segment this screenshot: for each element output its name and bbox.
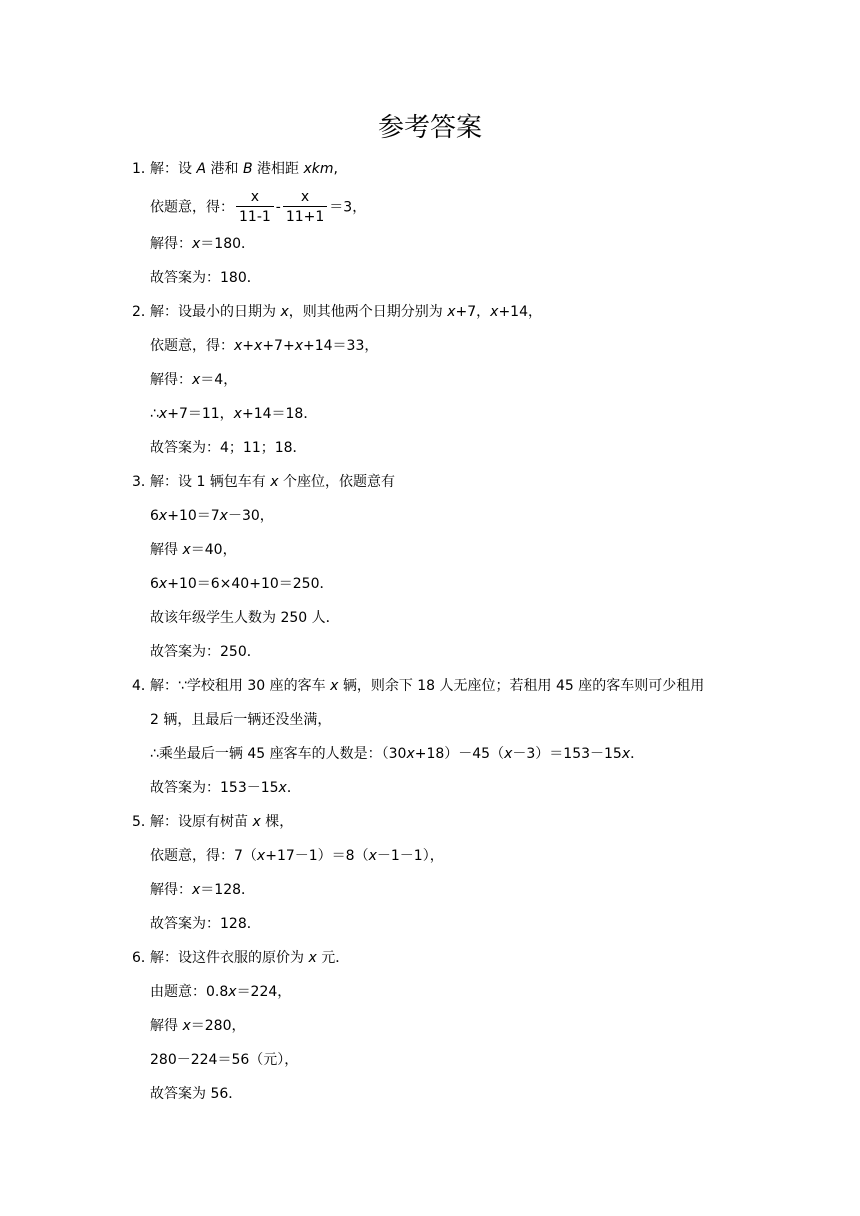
q1-fraction-2: $\frac{x}{11+1}$: [283, 188, 327, 227]
q4-line2: 2 辆，且最后一辆还没坐满，: [150, 712, 332, 728]
q2-line4: ∴x+7＝11，x+14＝18．: [150, 406, 318, 422]
q4-answer: 故答案为：153－15x．: [150, 780, 301, 796]
q6-line2: 由题意：0.8x＝224，: [150, 984, 292, 1000]
q6-line1: 解：设这件衣服的原价为 x 元．: [150, 950, 350, 966]
q1-line3: 解得：x＝180．: [150, 236, 256, 252]
q6-line3: 解得 x＝280，: [150, 1018, 246, 1034]
q5-line3: 解得：x＝128．: [150, 882, 256, 898]
q4-number: 4．: [132, 678, 155, 694]
q1-number: 1．: [132, 161, 155, 177]
q2-answer: 故答案为：4；11；18．: [150, 440, 307, 456]
q2-line3: 解得：x＝4，: [150, 372, 238, 388]
q2-number: 2．: [132, 304, 155, 320]
q1-equation: 依题意，得： $\frac{x}{11-1}$ - $\frac{x}{11+1}$ ＝3，: [150, 189, 367, 225]
page-title: 参考答案: [377, 113, 482, 143]
q3-line1: 解：设 1 辆包车有 x 个座位，依题意有: [150, 474, 396, 490]
q3-line5: 故该年级学生人数为 250 人．: [150, 610, 340, 626]
q5-line1: 解：设原有树苗 x 棵，: [150, 814, 294, 830]
q6-line4: 280－224＝56（元），: [150, 1052, 299, 1068]
q6-number: 6．: [132, 950, 155, 966]
q2-line2: 依题意，得：x+x+7+x+14＝33，: [150, 338, 379, 354]
q3-number: 3．: [132, 474, 155, 490]
q3-line2: 6x+10＝7x－30，: [150, 508, 274, 524]
q4-line3: ∴乘坐最后一辆 45 座客车的人数是：（30x+18）－45（x－3）＝153－15x．: [150, 746, 645, 762]
q5-number: 5．: [132, 814, 155, 830]
q4-line1: 解：∵学校租用 30 座的客车 x 辆，则余下 18 人无座位；若租用 45 座的客车则可少租用: [150, 678, 705, 694]
q1-answer: 故答案为：180．: [150, 270, 261, 286]
q1-fraction-1: $\frac{x}{11-1}$: [236, 188, 274, 227]
q3-answer: 故答案为：250．: [150, 644, 261, 660]
q3-line3: 解得 x＝40，: [150, 542, 237, 558]
q5-answer: 故答案为：128．: [150, 916, 261, 932]
q3-line4: 6x+10＝6×40+10＝250．: [150, 576, 334, 592]
q1-line1: 解：设 A 港和 B 港相距 xkm,: [150, 161, 338, 177]
q6-answer: 故答案为 56．: [150, 1086, 243, 1102]
q2-line1: 解：设最小的日期为 x，则其他两个日期分别为 x+7，x+14，: [150, 304, 542, 320]
q5-line2: 依题意，得：7（x+17－1）＝8（x－1－1），: [150, 848, 444, 864]
